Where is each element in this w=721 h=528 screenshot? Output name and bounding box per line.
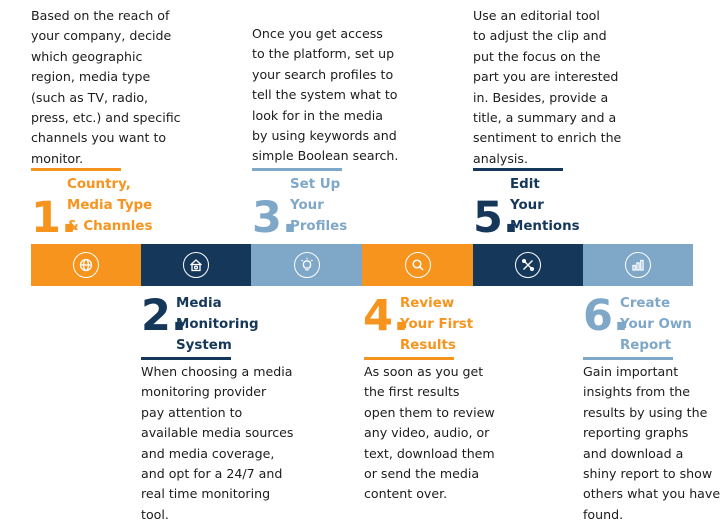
magnifier-icon <box>405 252 431 278</box>
step-4-underline <box>364 357 454 360</box>
band-segment-5 <box>473 244 583 286</box>
step-1-description: Based on the reach of your company, decide which geographic region, media type (such as TV, radio, press, etc.) and specific channels you want to monitor. <box>31 8 181 166</box>
band-segment-4 <box>362 244 473 286</box>
step-6-title: Create Your Own Report <box>620 296 692 353</box>
step-6-underline <box>583 357 673 360</box>
globe-icon <box>73 252 99 278</box>
edit-tools-icon <box>515 252 541 278</box>
step-5-title: Edit Your Mentions <box>510 177 580 234</box>
step-3-description: Once you get access to the platform, set up your search profiles to tell the system what to look for in the media by using keywords and simple Boolean search. <box>252 26 399 164</box>
step-2-underline <box>141 357 231 360</box>
step-2-number: 2. <box>141 291 188 341</box>
step-6-description: Gain important insights from the results by using the reporting graphs and download a shiny report to show others what you have found. <box>583 364 721 522</box>
step-3-number: 3. <box>252 193 299 243</box>
band-segment-3 <box>251 244 362 286</box>
bar-chart-icon <box>625 252 651 278</box>
step-5-description: Use an editorial tool to adjust the clip and put the focus on the part you are interested in. Besides, provide a title, a summary and a sentiment to enrich the analysis. <box>473 8 622 166</box>
step-4-number: 4. <box>363 291 410 341</box>
step-5-number: 5. <box>473 193 520 243</box>
monitoring-house-icon <box>183 252 209 278</box>
step-1-number: 1. <box>31 193 78 243</box>
step-2-title: Media Monitoring System <box>176 296 259 353</box>
step-1-title: Country, Media Type & Channles <box>67 177 153 234</box>
band-segment-2 <box>141 244 251 286</box>
lightbulb-icon <box>294 252 320 278</box>
step-3-underline <box>252 168 342 171</box>
step-3-title: Set Up Your Profiles <box>290 177 348 234</box>
step-1-underline <box>31 168 121 171</box>
step-6-number: 6. <box>583 291 630 341</box>
step-5-underline <box>473 168 563 171</box>
step-2-description: When choosing a media monitoring provider pay attention to available media sources and media coverage, and opt for a 24/7 and real time monitoring tool. <box>141 364 294 522</box>
step-4-title: Review Your First Results <box>400 296 474 353</box>
step-4-description: As soon as you get the first results open them to review any video, audio, or text, download them or send the media content over. <box>364 364 495 502</box>
band-segment-6 <box>583 244 693 286</box>
band-segment-1 <box>31 244 141 286</box>
